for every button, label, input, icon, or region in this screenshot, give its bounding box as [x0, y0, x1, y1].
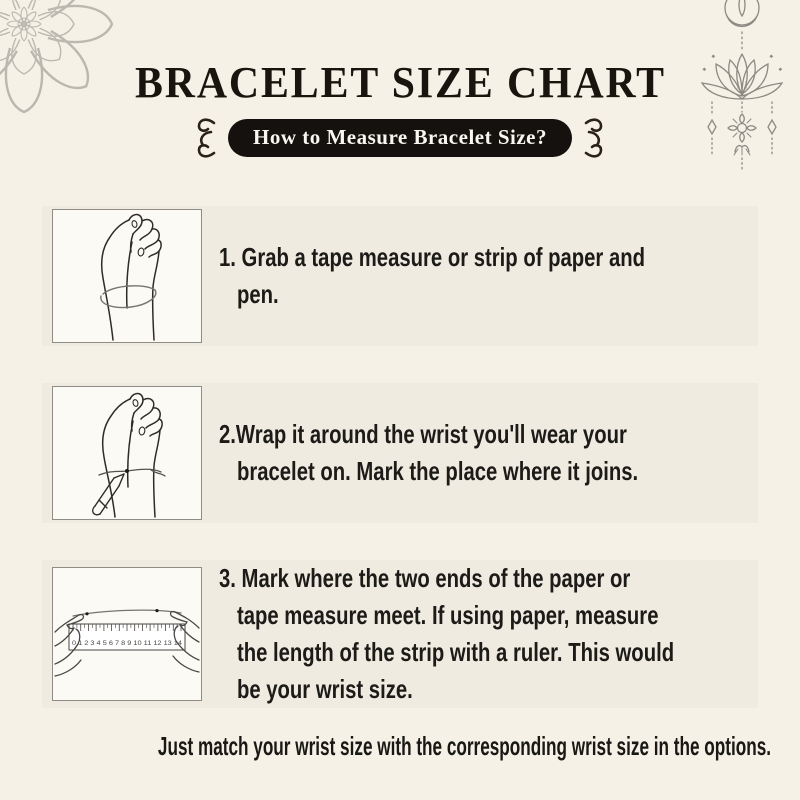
flourish-right-icon — [581, 116, 607, 160]
step-text-line: bracelet on. Mark the place where it joins. — [236, 456, 639, 486]
step-text-line: 2.Wrap it around the wrist you'll wear your — [219, 419, 627, 449]
page-title-text: BRACELET SIZE CHART — [134, 58, 666, 107]
step-row-3 — [42, 560, 758, 708]
page-title — [0, 60, 800, 106]
step-text-line: the length of the strip with a ruler. This would — [236, 637, 675, 667]
step3-illustration-box — [52, 567, 202, 701]
step2-text — [219, 416, 638, 490]
footer-note — [0, 731, 800, 762]
step-text-line: 1. Grab a tape measure or strip of paper and — [219, 242, 646, 272]
flourish-left-icon — [193, 116, 219, 160]
step2-illustration-box — [52, 386, 202, 520]
footer-note-text: Just match your wrist size with the corresponding wrist size in the options. — [157, 731, 772, 761]
subtitle-badge: How to Measure Bracelet Size? — [228, 119, 572, 157]
steps-list — [42, 206, 758, 708]
step1-text — [219, 239, 645, 313]
hands-measuring-string-with-ruler-icon — [53, 568, 201, 700]
step-text-line: tape measure meet. If using paper, measure — [236, 600, 659, 630]
step-text-line: be your wrist size. — [236, 674, 413, 704]
step-text-line: 3. Mark where the two ends of the paper or — [219, 563, 631, 593]
step1-illustration-box — [52, 209, 202, 343]
hand-marking-wrist-with-pen-icon — [53, 387, 201, 519]
subtitle-badge-row — [0, 116, 800, 160]
step-row-2 — [42, 383, 758, 523]
step3-text — [219, 560, 674, 708]
hand-with-string-loop-icon — [53, 210, 201, 342]
step-text-line: pen. — [236, 279, 279, 309]
ruler-numbers: 0 1 2 3 4 5 6 7 8 9 10 11 12 13 14 — [72, 641, 183, 647]
step-row-1 — [42, 206, 758, 346]
